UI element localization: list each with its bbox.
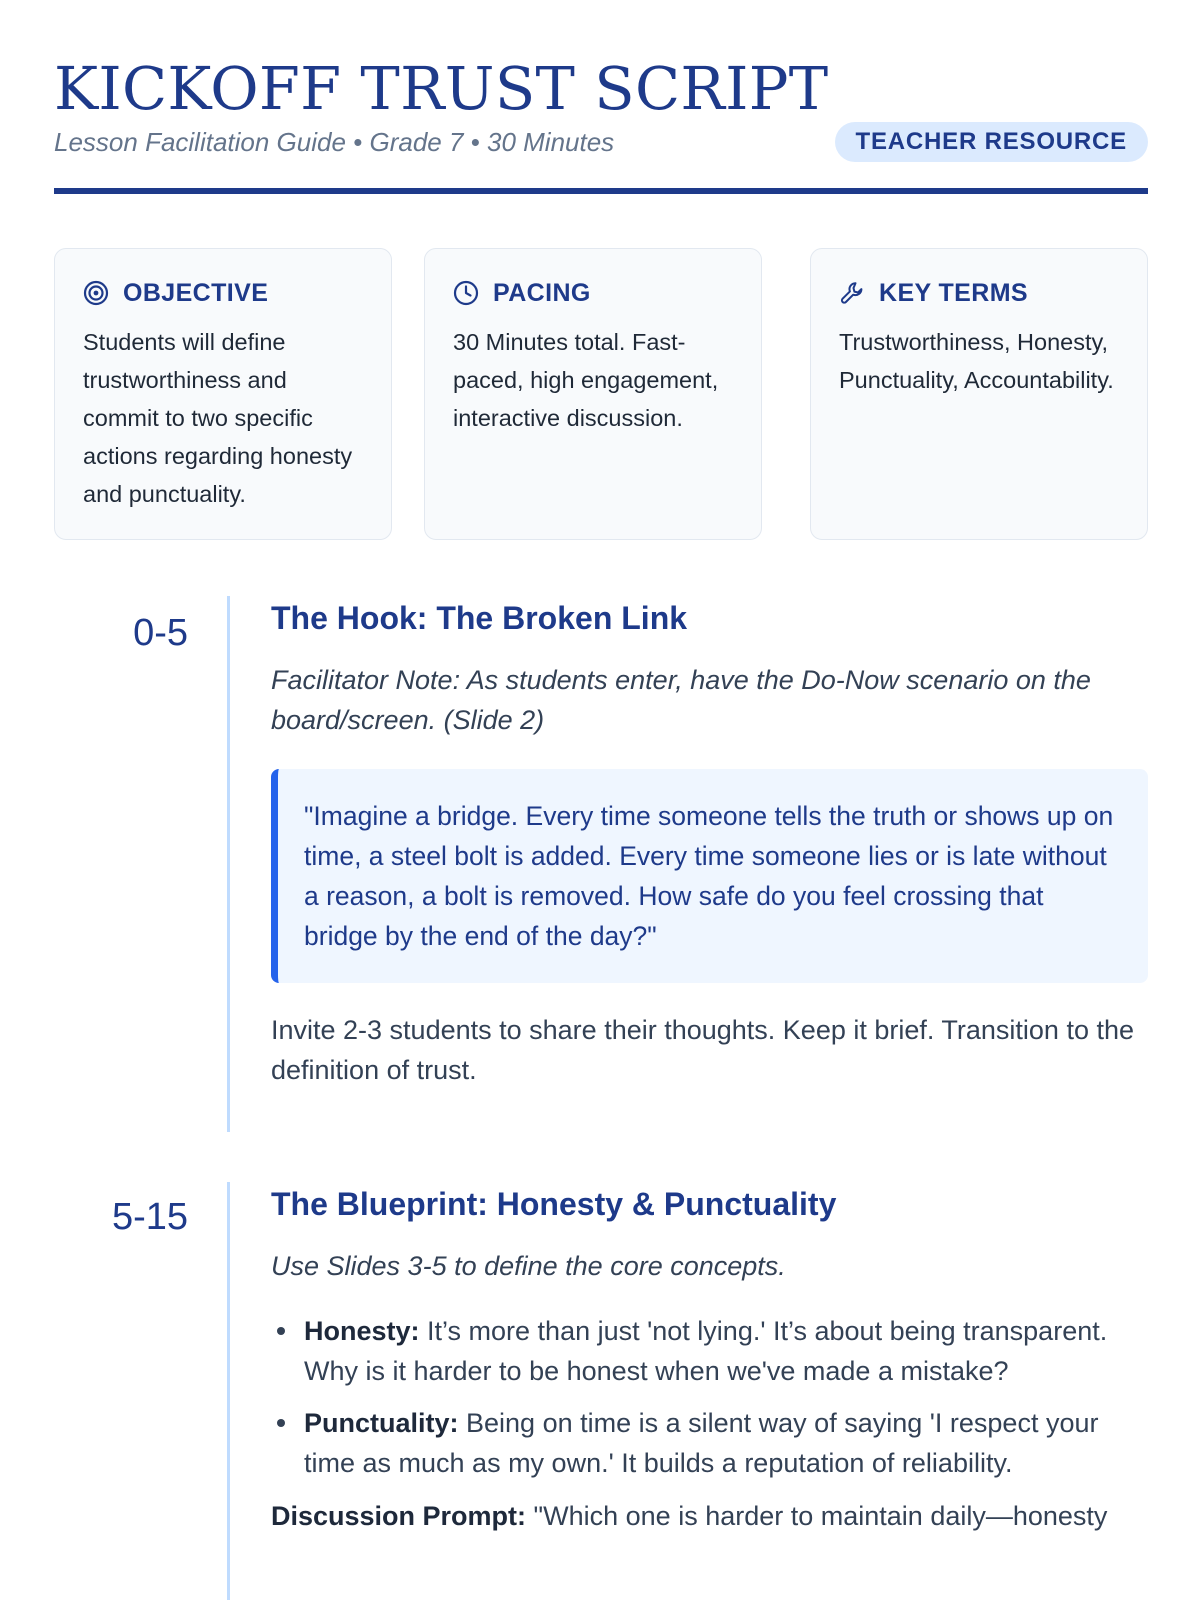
target-icon <box>83 280 109 306</box>
objective-card <box>54 248 392 540</box>
clock-icon <box>453 280 479 306</box>
script-quote: "Imagine a bridge. Every time someone tells the truth or shows up on time, a steel bolt is added. Every time someone lies or is late without a reason, a bolt is removed. How safe do you feel crossing that bridge by the end of the day?" <box>271 769 1148 983</box>
section-text: Invite 2-3 students to share their thoughts. Keep it brief. Transition to the definition of trust. <box>271 1015 1134 1085</box>
discussion-prompt <box>271 1496 1148 1536</box>
section-title: The Blueprint: Honesty & Punctuality <box>271 1186 837 1222</box>
prompt-label: Discussion Prompt: <box>271 1501 527 1531</box>
timeline-rule <box>227 1182 230 1600</box>
page-header <box>54 52 1148 194</box>
term-description: It’s more than just 'not lying.' It’s about being transparent. Why is it harder to be honest when we've made a mistake? <box>304 1316 1108 1386</box>
timeline-section <box>54 596 1148 1132</box>
timeline-section <box>54 1182 1148 1600</box>
card-header <box>839 277 1121 309</box>
facilitator-note: Facilitator Note: As students enter, have the Do-Now scenario on the board/screen. (Slide 2) <box>271 665 1091 735</box>
card-title: OBJECTIVE <box>123 278 269 307</box>
card-header <box>453 277 735 309</box>
prompt-text: "Which one is harder to maintain daily—honesty <box>526 1501 1108 1531</box>
section-content <box>271 1182 1148 1536</box>
term-label: Punctuality: <box>304 1408 459 1438</box>
term-label: Honesty: <box>304 1316 420 1346</box>
wrench-icon <box>839 280 865 306</box>
bullet-icon <box>277 1327 285 1335</box>
facilitator-note: Use Slides 3-5 to define the core concepts. <box>271 1251 786 1281</box>
lesson-page <box>54 0 1148 1600</box>
time-range: 0-5 <box>133 612 188 654</box>
timeline-rule <box>227 596 230 1132</box>
card-body: Students will define trustworthiness and commit to two specific actions regarding honesty and punctuality. <box>83 329 353 507</box>
card-body: 30 Minutes total. Fast-paced, high engagement, interactive discussion. <box>453 329 719 431</box>
time-range: 5-15 <box>111 1196 188 1238</box>
list-item <box>271 1311 1148 1391</box>
card-header <box>83 277 365 309</box>
list-item <box>271 1403 1148 1483</box>
card-title: PACING <box>493 278 591 307</box>
concept-list <box>271 1311 1148 1483</box>
key-terms-card <box>810 248 1148 540</box>
card-title: KEY TERMS <box>879 278 1028 307</box>
bullet-icon <box>277 1419 285 1427</box>
section-title: The Hook: The Broken Link <box>271 600 688 636</box>
resource-badge: TEACHER RESOURCE <box>835 122 1149 162</box>
section-content <box>271 596 1148 1090</box>
page-subtitle: Lesson Facilitation Guide • Grade 7 • 30 Minutes <box>54 127 615 157</box>
term-description: Being on time is a silent way of saying 'I respect your time as much as my own.' It builds a reputation of reliability. <box>304 1408 1099 1478</box>
card-body: Trustworthiness, Honesty, Punctuality, Accountability. <box>839 329 1114 393</box>
page-title: KICKOFF TRUST SCRIPT <box>54 54 829 123</box>
pacing-card <box>424 248 762 540</box>
